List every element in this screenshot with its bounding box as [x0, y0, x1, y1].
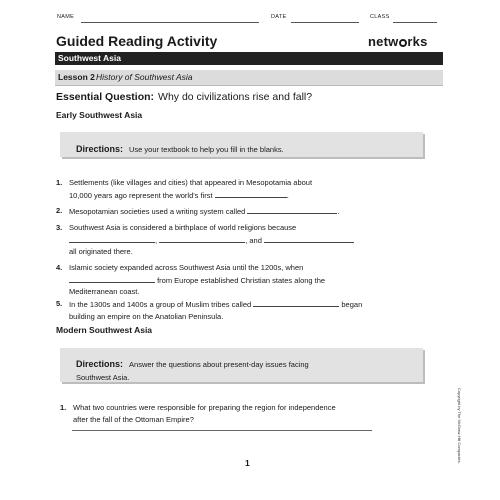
- page-title: Guided Reading Activity: [56, 33, 218, 49]
- answer-blank[interactable]: [69, 274, 155, 283]
- student-info-line: [57, 14, 437, 24]
- date-field-line: [291, 22, 359, 23]
- answer-blank[interactable]: [253, 298, 339, 307]
- logo-circle-icon: [399, 39, 407, 47]
- lesson-number: Lesson 2: [58, 72, 95, 82]
- date-label: DATE: [271, 14, 287, 20]
- essential-question-label: Essential Question:: [56, 91, 155, 103]
- page-number: 1: [245, 458, 250, 468]
- lesson-name: History of Southwest Asia: [96, 72, 193, 82]
- unit-title: Southwest Asia: [58, 53, 121, 63]
- directions-box-1: [60, 132, 423, 157]
- answer-blank[interactable]: [215, 189, 287, 198]
- answer-blank[interactable]: [159, 234, 245, 243]
- directions-label: Directions:: [76, 144, 124, 154]
- section-heading-early: Early Southwest Asia: [56, 110, 143, 120]
- answer-blank[interactable]: [264, 234, 354, 243]
- lesson-bar: [55, 70, 443, 86]
- directions-text: Answer the questions about present-day issues facing: [129, 360, 309, 369]
- essential-question-text: Why do civilizations rise and fall?: [158, 91, 313, 103]
- directions-text: Use your textbook to help you fill in the blanks.: [129, 145, 284, 154]
- directions-label: Directions:: [76, 359, 124, 369]
- class-label: CLASS: [370, 14, 390, 20]
- answer-line[interactable]: [72, 430, 372, 431]
- unit-bar: [55, 52, 443, 65]
- answer-blank[interactable]: [247, 205, 337, 214]
- directions-box-2: Directions: Answer the questions about present-day issues facing Southwest Asia.: [60, 348, 423, 382]
- essential-question: [56, 91, 312, 103]
- name-label: NAME: [57, 14, 75, 20]
- copyright-notice: Copyright by The McGraw-Hill Companies.: [457, 388, 462, 464]
- section-heading-modern: Modern Southwest Asia: [56, 325, 153, 335]
- answer-blank[interactable]: [69, 234, 155, 243]
- name-field-line: [81, 22, 259, 23]
- networks-logo: netw rks: [368, 34, 428, 49]
- class-field-line: [393, 22, 437, 23]
- worksheet-page: NAME DATE CLASS Guided Reading Activity netw rks Southwest Asia Lesson 2 History of Southwest Asia Essential Question: Why do civilizations rise and fall? Early Southwest Asia Directions: Use your textbook to help you fill in the blanks. 1. Settlements (like villages and cities) that appeared in Mesopotamia about 10,000 years ago represent the world's first . 2. Mesopotamian societies used a writing system called . 3. Southwest Asia is considered a birthplace of world religions because , , and all originated there. 4. Islamic society expanded across Southwest Asia until the 1200s, when from Europe established Christian states along the Mediterranean coast. 5. In the 1300s and 1400s a group of Muslim tribes called began building an empire on the Anatolian Peninsula. Modern Southwest Asia Directions: Answer the questions about present-day issues facing Southwest Asia. 1. What two countries were responsible for preparing the region for independence after the fall of the Ottoman Empire? 1 Copyright by The McGraw-Hill Companies.: [56, 14, 462, 468]
